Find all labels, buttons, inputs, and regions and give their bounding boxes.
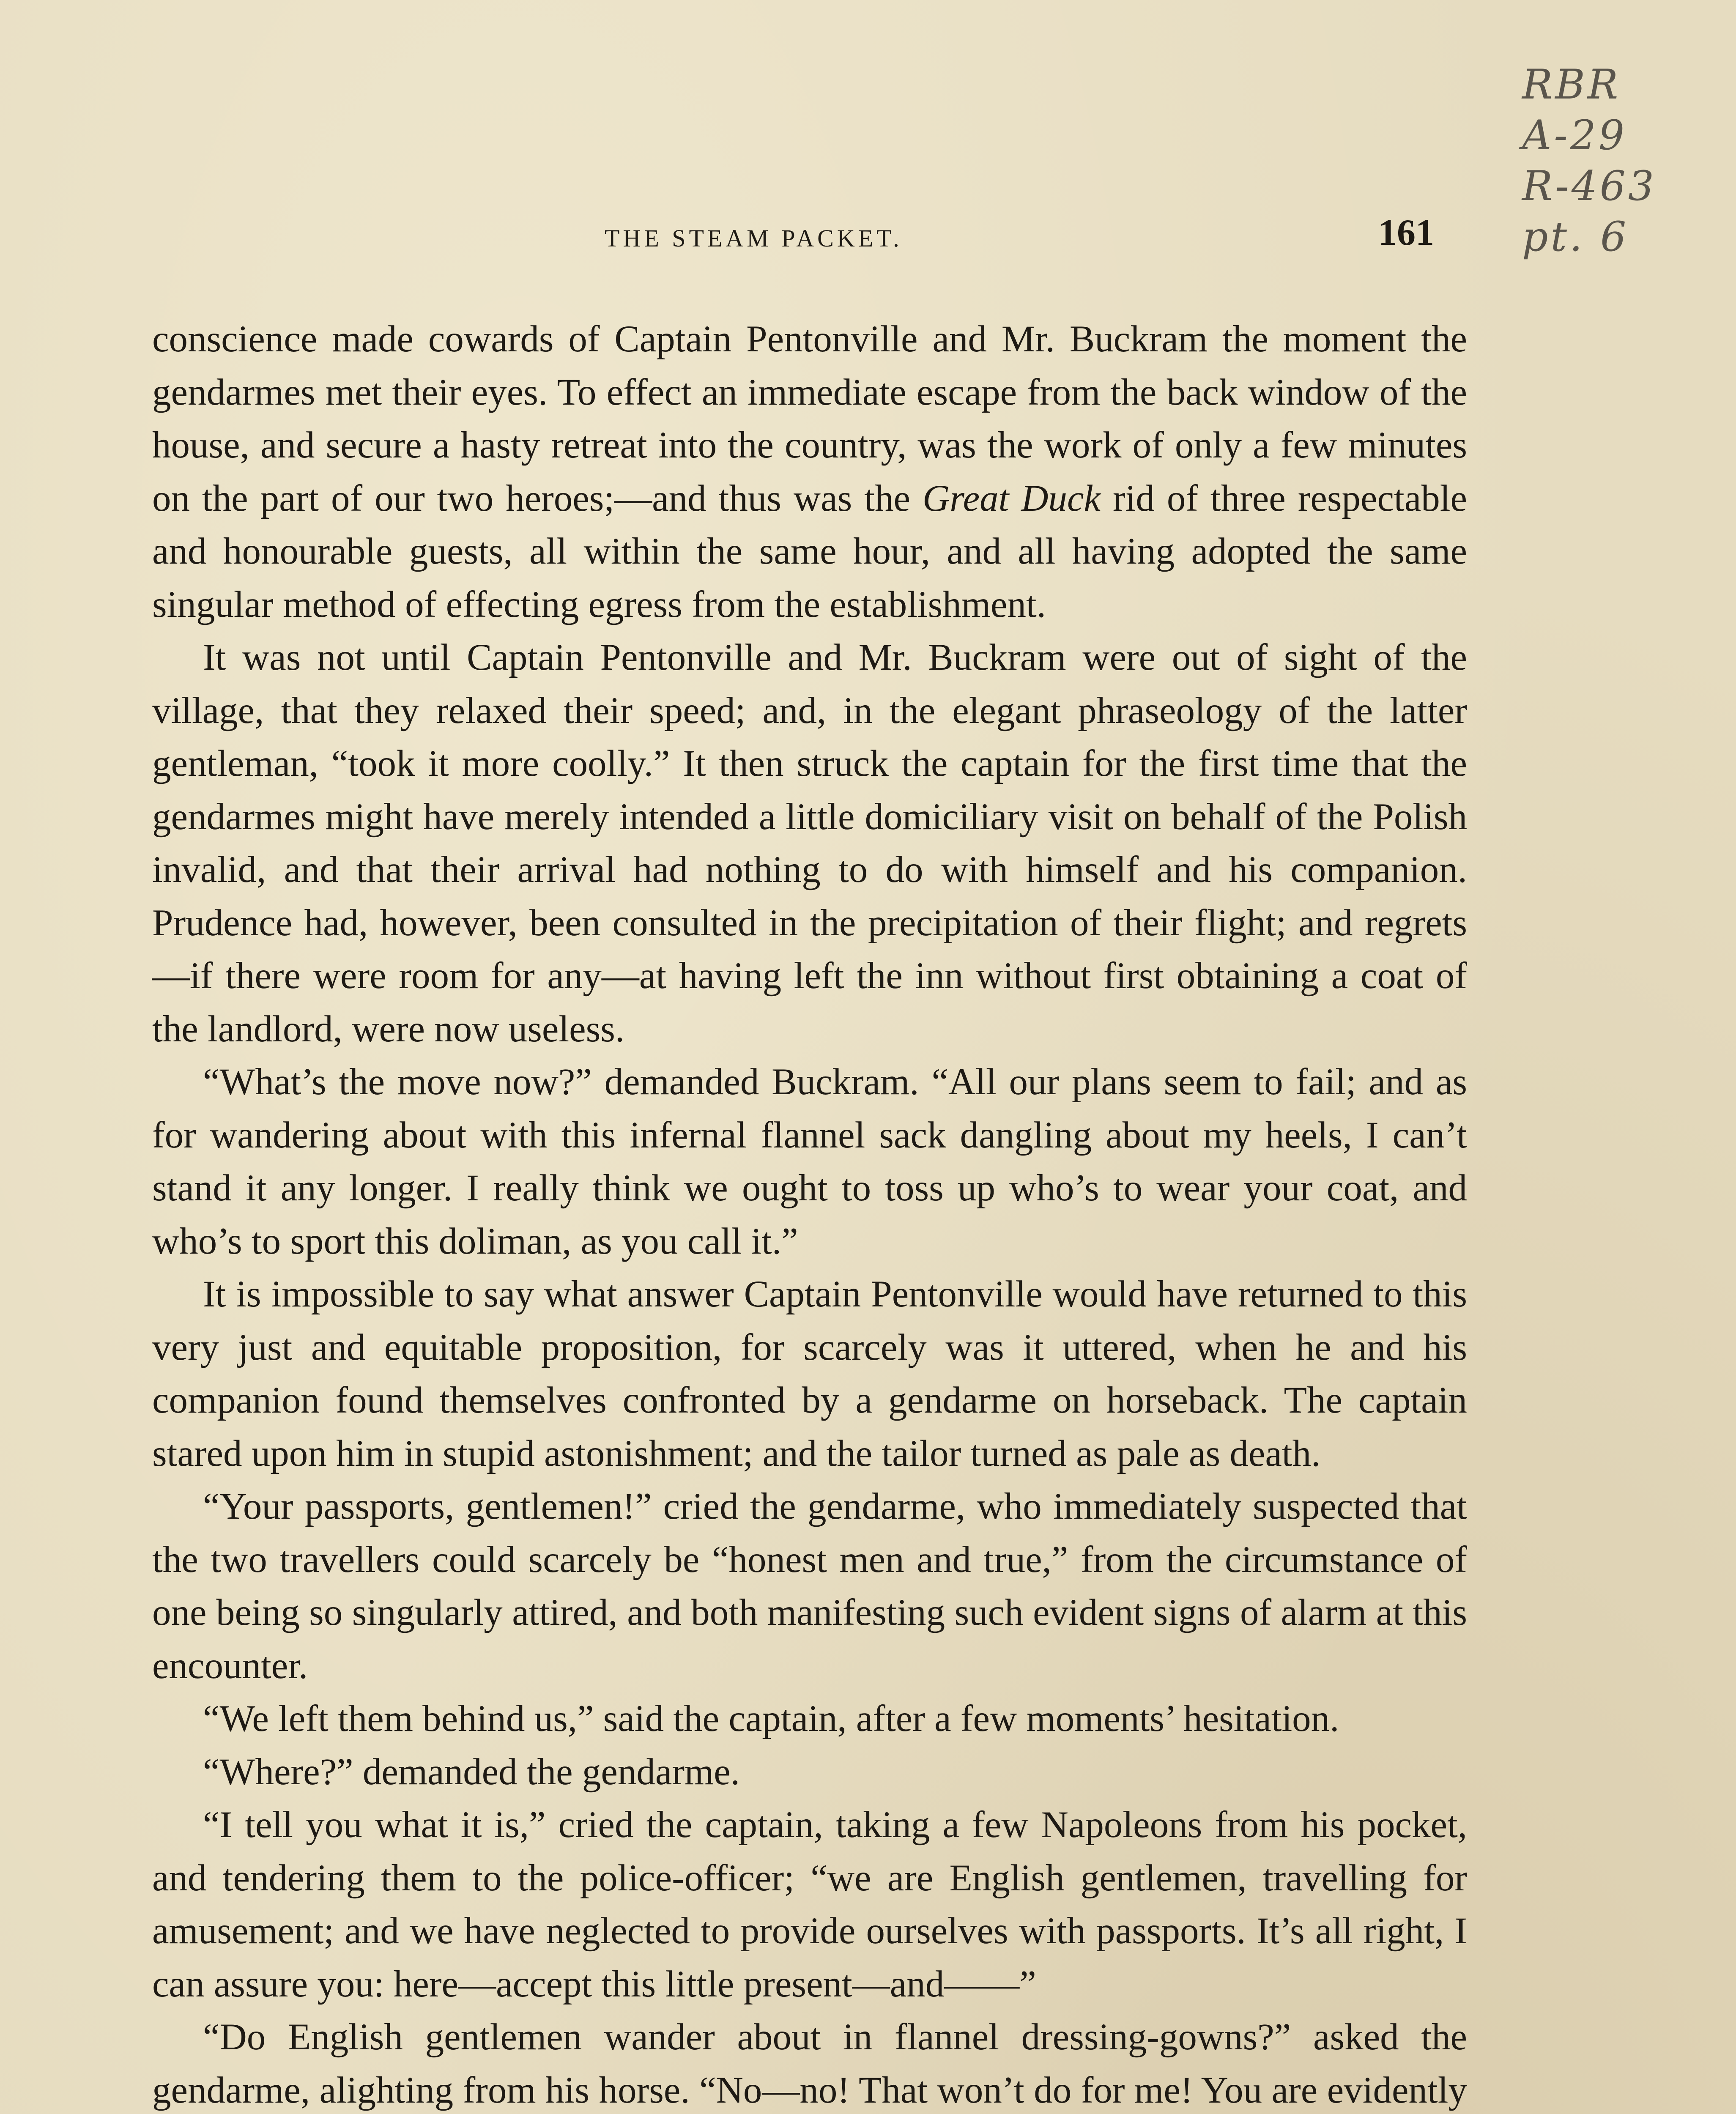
text-run: “Do English gentlemen wander about in flannel dressing-gowns?” asked the gendarme, alighting from his horse. “No—no! That won’t do for me! You are evidently [152,2016,1467,2111]
handwritten-shelfmark [1522,59,1700,262]
paragraph [152,1268,1467,1480]
shelfmark-line: pt. 6 [1522,213,1629,260]
text-run: “We left them behind us,” said the captain, after a few moments’ hesitation. [203,1698,1339,1739]
text-run: It was not until Captain Pentonville and Mr. Buckram were out of sight of the village, that they relaxed their speed; and, in the elegant phraseology of the latter gentleman, “took it more coolly.” It then struck the captain for the first time that the gendarmes might have merely intended a little domiciliary visit on behalf of the Polish invalid, and that their arrival had nothing to do with himself and his companion. Prudence had, however, been consulted in the precipitation of their flight; and regrets—if there were room for any—at having left the inn without first obtaining a coat of the landlord, were now useless. [152,637,1467,1050]
text-run: “Where?” demanded the gendarme. [203,1751,740,1793]
text-run: It is impossible to say what answer Captain Pentonville would have returned to this very just and equitable proposition, for scarcely was it uttered, when he and his companion found themselves confronted by a gendarme on horseback. The captain stared upon him in stupid astonishment; and the tailor turned as pale as death. [152,1273,1467,1474]
running-head: THE STEAM PACKET. [605,225,903,252]
paragraph [152,313,1467,631]
shelfmark-line: R-463 [1522,162,1657,210]
page-number: 161 [1378,212,1434,253]
paragraph [152,1799,1467,2011]
paragraph [152,1692,1467,1746]
text-run: “What’s the move now?” demanded Buckram. “All our plans seem to fail; and as for wandering about with this infernal flannel sack dangling about my heels, I can’t stand it any longer. I really think we ought to toss up who’s to wear your coat, and who’s to sport this doliman, as you call it.” [152,1061,1467,1262]
text-run: “I tell you what it is,” cried the captain, taking a few Napoleons from his pocket, and tendering them to the police-officer; “we are English gentlemen, travelling for amusement; and we have neglected to provide ourselves with passports. It’s all right, I can assure you: here—accept this little present—and——” [152,1804,1467,2005]
text-run: conscience made cowards of Captain Pentonville and Mr. Buckram the moment the gendarmes met their eyes. To effect an immediate escape from the back window of the house, and secure a hasty retreat into the country, was the work of only a few minutes on the part of our two heroes;—and thus was the [152,318,1467,519]
shelfmark-line: A-29 [1522,112,1627,159]
paragraph [152,631,1467,1056]
paragraph [152,1746,1467,1799]
paragraph [152,1056,1467,1268]
shelfmark-line: RBR [1522,61,1621,108]
text-run: rid of three respectable and honourable guests, all within the same hour, and all having adopted the same singular method of effecting egress from the establishment. [152,477,1467,625]
paragraph [152,1480,1467,1692]
text-run: “Your passports, gentlemen!” cried the gendarme, who immediately suspected that the two travellers could scarcely be “honest men and true,” from the circumstance of one being so singularly attired, and both manifesting such evident signs of alarm at this encounter. [152,1486,1467,1687]
paragraph [152,2011,1467,2114]
body-text [152,313,1467,2114]
italic-text: Great Duck [922,477,1101,519]
